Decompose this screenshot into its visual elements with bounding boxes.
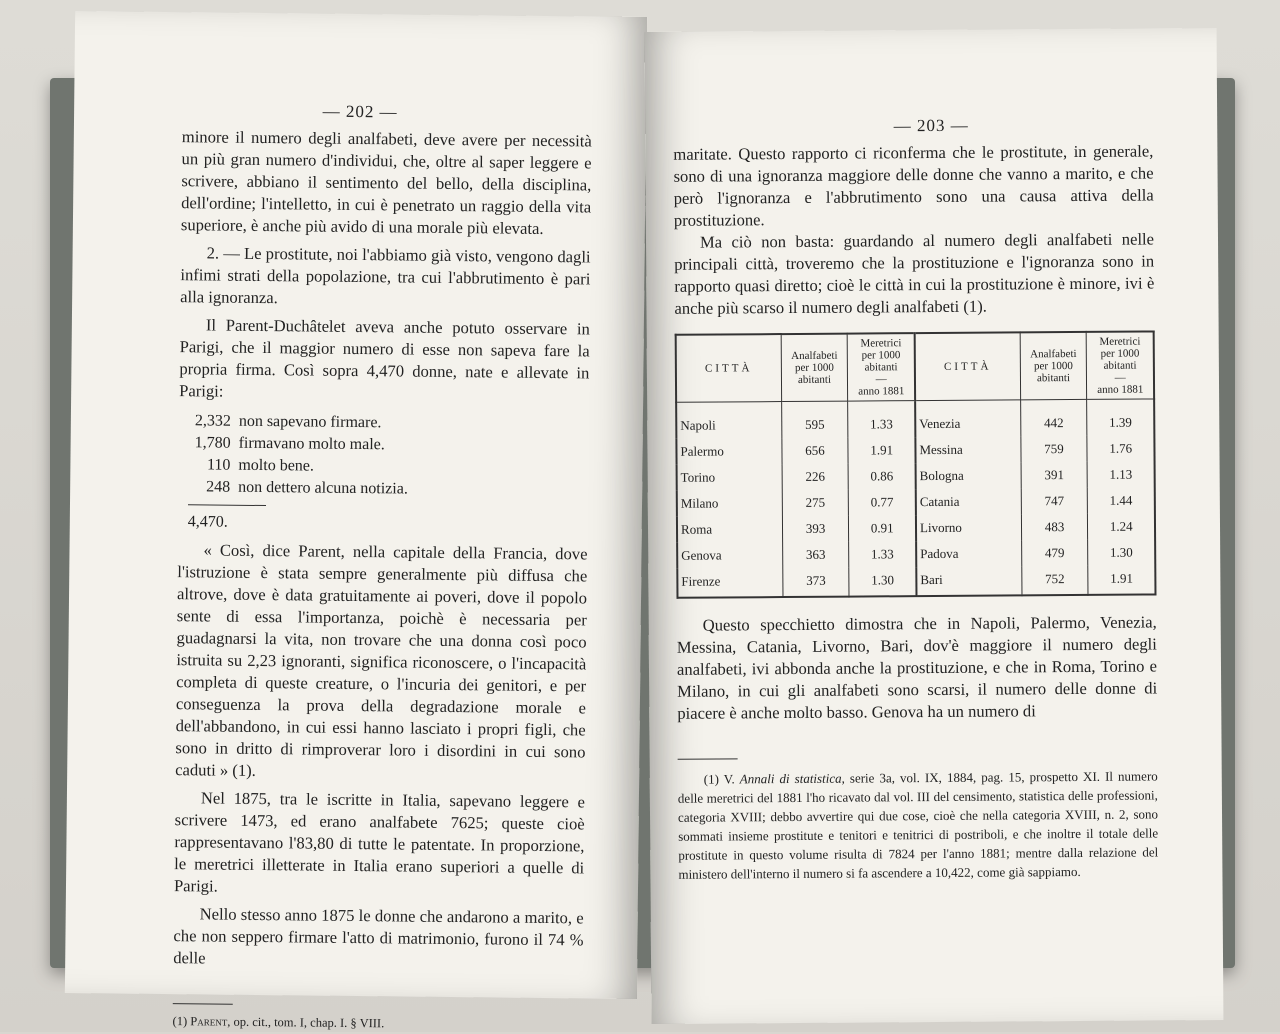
paragraph: maritate. Questo rapporto ci riconferma che le prostitute, in generale, sono di una ignoranza maggiore delle donne che vanno a marito, e che però l'ignoranza e l'abbrutimento sono una causa attiva della prostituzione.: [673, 141, 1154, 230]
city-cell: Messina: [915, 436, 1020, 463]
illiterate-cell: 759: [1021, 436, 1088, 462]
illiterate-cell: 442: [1020, 399, 1087, 436]
illiterate-cell: 393: [782, 516, 849, 542]
prostitutes-cell: 1.33: [848, 401, 915, 438]
right-page: [645, 28, 1224, 1024]
left-page-body-continued: [173, 539, 587, 973]
city-cell: Firenze: [677, 568, 782, 598]
illiterate-cell: 226: [782, 464, 849, 490]
prostitutes-cell: 0.91: [849, 515, 916, 541]
city-cell: Roma: [677, 516, 782, 543]
illiterate-cell: 595: [781, 401, 848, 438]
prostitutes-cell: 1.30: [849, 567, 916, 596]
city-cell: Venezia: [915, 400, 1020, 437]
city-cell: Padova: [916, 540, 1021, 567]
paragraph: Nel 1875, tra le iscritte in Italia, sapevano leggere e scrivere 1473, ed erano analfabete 7625; queste cioè rappresentavano l'83,80 di tutte le patentate. In proporzione, le meretrici illetterate in Italia erano superiori a quelle di Parigi.: [173, 788, 586, 896]
list-total: 4,470.: [187, 513, 228, 531]
list-item: 1,780 firmavano molto male.: [194, 434, 385, 454]
city-cell: Torino: [677, 464, 782, 491]
table-row: [677, 461, 1155, 490]
list-item: 110 molto bene.: [206, 456, 315, 475]
paragraph: Nello stesso anno 1875 le donne che andarono a marito, e che non seppero firmare l'atto di matrimonio, furono il 74 % delle: [173, 904, 584, 968]
paragraph: minore il numero degli analfabeti, deve avere per necessità un più gran numero d'individui, che, oltre al saper leggere e scrivere, abbiano il sentimento del bello, della disciplina, dell'ordine; l'intelletto, in cui è penetrato un raggio della vita superiore, è anche più avido di una morale più elevata.: [180, 127, 592, 238]
column-header-prostitutes: Meretrici per 1000 abitanti — anno 1881: [1087, 331, 1155, 399]
city-cell: Bari: [916, 566, 1021, 596]
page-number-left: — 202 —: [322, 101, 398, 122]
column-header-city: CITTÀ: [915, 332, 1021, 400]
illiterate-cell: 363: [782, 542, 849, 568]
table-row: [677, 539, 1155, 568]
prostitutes-cell: 1.13: [1087, 461, 1154, 487]
footnote-left: (1) Parent, op. cit., tom. I, chap. I. § VIII.: [172, 1014, 385, 1031]
prostitutes-cell: 1.39: [1087, 399, 1154, 436]
left-page-body: [179, 126, 592, 406]
illiterate-cell: 656: [782, 438, 849, 464]
paragraph: « Così, dice Parent, nella capitale della Francia, dove l'istruzione è stata sempre generalmente più diffusa che altrove, dove è data gratuitamente ai poveri, dove il popolo sente di essa l'importanza, poichè è necessaria per guadagnarsi la vita, non trovare che una donna così poco istruita su 2,23 ignoranti, significa riconoscere, o l'incapacità completa di queste creature, o l'incuria dei genitori, e per conseguenza la prova della degradazione morale e dell'abbandono, in cui essi hanno lasciato i propri figli, che sono in dritto di rimproverar loro i disordini in cui sono caduti » (1).: [175, 540, 588, 780]
column-header-illiterate: Analfabeti per 1000 abitanti: [1020, 332, 1087, 400]
column-header-prostitutes: Meretrici per 1000 abitanti — anno 1881: [848, 333, 916, 401]
column-header-illiterate: Analfabeti per 1000 abitanti: [781, 334, 848, 402]
paragraph: Ma ciò non basta: guardando al numero degli analfabeti nelle principali città, troveremo che la prostituzione e l'ignoranza sono in rapporto quasi diretto; cioè le città in cui la prostituzione è minore, ivi è anche più scarso il numero degli analfabeti (1).: [674, 229, 1155, 318]
list-item: 2,332 non sapevano firmare.: [194, 412, 382, 432]
prostitutes-cell: 1.44: [1088, 487, 1155, 513]
city-cell: Milano: [677, 490, 782, 517]
signature-statistics-list: [188, 410, 643, 538]
table-row: [677, 487, 1155, 516]
paragraph: Questo specchietto dimostra che in Napoli, Palermo, Venezia, Messina, Catania, Livorno, Bari, dov'è maggiore il numero degli analfabeti, ivi abbonda anche la prostituzione, e che in Roma, Torino e Milano, in cui gli analfabeti sono scarsi, il numero delle donne di piacere è anche molto basso. Genova ha un numero di: [676, 612, 1158, 723]
illiterate-cell: 275: [782, 490, 849, 516]
prostitutes-cell: 1.33: [849, 541, 916, 567]
city-cell: Bologna: [916, 462, 1021, 489]
city-cell: Palermo: [676, 438, 781, 465]
column-header-city: CITTÀ: [676, 334, 782, 402]
prostitutes-cell: 1.76: [1087, 435, 1154, 461]
illiterate-cell: 752: [1021, 566, 1088, 595]
list-item: 248 non dettero alcuna notizia.: [206, 478, 408, 498]
table-row: [677, 513, 1155, 542]
illiterate-cell: 479: [1021, 540, 1088, 566]
city-cell: Napoli: [676, 402, 781, 439]
footnote-rule: [678, 758, 738, 759]
table-row: [677, 565, 1155, 597]
page-number-right: — 203 —: [893, 115, 969, 136]
prostitutes-cell: 1.24: [1088, 513, 1155, 539]
city-cell: Catania: [916, 488, 1021, 515]
city-cell: Livorno: [916, 514, 1021, 541]
illiterate-cell: 747: [1021, 488, 1088, 514]
left-page: [65, 11, 647, 1031]
prostitutes-cell: 0.77: [849, 489, 916, 515]
table-row: [676, 435, 1154, 464]
paragraph: 2. — Le prostitute, noi l'abbiamo già visto, vengono dagli infimi strati della popolazione, tra cui l'abbrutimento è pari alla ignoranza.: [180, 243, 591, 308]
statistics-table: [675, 330, 1157, 598]
illiterate-cell: 391: [1021, 462, 1088, 488]
table-row: [676, 399, 1154, 439]
prostitutes-cell: 1.91: [848, 437, 915, 463]
paragraph: Il Parent-Duchâtelet aveva anche potuto osservare in Parigi, che il maggior numero di esse non sapeva fare la propria firma. Così sopra 4,470 donne, nate e allevate in Parigi:: [179, 315, 590, 401]
city-cell: Genova: [677, 542, 782, 569]
illiterate-cell: 483: [1021, 514, 1088, 540]
prostitutes-cell: 1.30: [1088, 539, 1155, 565]
sum-rule: [188, 504, 266, 506]
right-page-body: [673, 140, 1157, 724]
illiterate-cell: 373: [782, 568, 849, 597]
footnote-right: (1) V. Annali di statistica, serie 3a, vol. IX, 1884, pag. 15, prospetto XI. Il numero delle meretrici del 1881 l'ho ricavato dal vol. III del censimento, statistica delle professioni, categoria XVIII; debbo avvertire qui due cose, cioè che nella categoria XVIII, n. 2, sono sommati insieme prostitute e tenitori e tenitrici di postriboli, e che inoltre il totale delle prostitute in questo volume risulta di 7824 per l'anno 1881; mentre dalla relazione del ministero dell'interno il numero si fa ascendere a 10,422, come già sappiamo.: [677, 768, 1159, 882]
prostitutes-cell: 1.91: [1088, 565, 1155, 594]
prostitutes-cell: 0.86: [848, 463, 915, 489]
